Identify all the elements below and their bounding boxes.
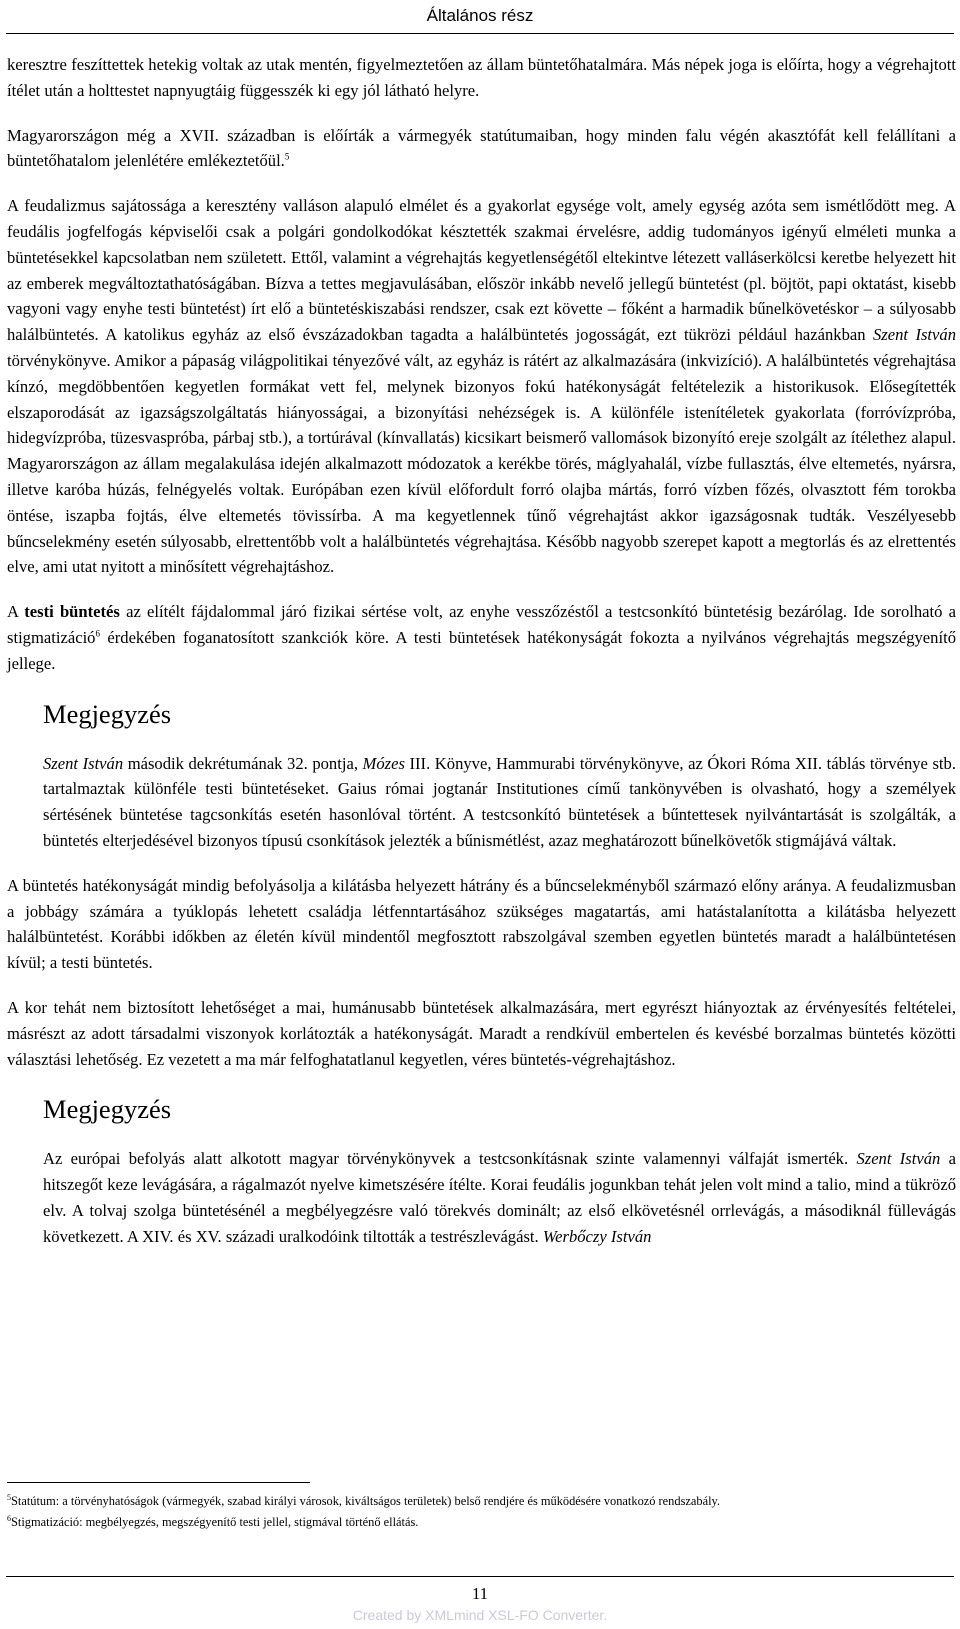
italic-name: Szent István	[43, 753, 124, 773]
footnote-ref[interactable]: 5	[284, 151, 290, 162]
paragraph	[7, 873, 956, 976]
page-number: 11	[471, 1584, 489, 1603]
paragraph-text: második dekrétumának 32. pontja,	[123, 753, 363, 773]
paragraph	[7, 599, 956, 676]
footnote-separator	[7, 1482, 310, 1483]
footnote	[7, 1491, 956, 1512]
italic-name: Werbőczy István	[542, 1226, 652, 1246]
footnote-text: Statútum: a törvényhatóságok (vármegyék, szabad királyi városok, kiváltságos területek) belső rendjére és működésére vonatkozó rendszabály.	[11, 1494, 721, 1508]
italic-name: Szent István	[873, 325, 956, 345]
footnote-text: Stigmatizáció: megbélyegzés, megszégyenítő testi jellel, stigmával történő ellátás.	[11, 1514, 419, 1529]
footnote-mark: 5	[7, 1492, 11, 1502]
italic-name: Szent István	[856, 1149, 941, 1169]
footnote	[7, 1512, 956, 1533]
creator-watermark: Created by XMLmind XSL-FO Converter.	[352, 1607, 608, 1623]
paragraph-text: az elítélt fájdalommal járó fizikai sértése volt, az enyhe vesszőzéstől a testcsonkító büntetésig bezárólag. Ide sorolható a stigmatizáció	[7, 602, 956, 647]
footer-separator	[6, 1576, 954, 1577]
paragraph-text: érdekében foganatosított szankciók köre. A testi büntetések hatékonyságát fokozta a nyilvános végrehajtás megszégyenítő jellege.	[7, 627, 956, 673]
paragraph	[7, 123, 956, 175]
paragraph-text: Az európai befolyás alatt alkotott magyar törvénykönyvek a testcsonkításnak szinte valamennyi válfaját ismerték.	[43, 1149, 857, 1169]
paragraph-text: keresztre feszíttettek hetekig voltak az utak mentén, figyelmeztetően az állam büntetőhatalmára. Más népek joga is előírta, hogy a végrehajtott ítélet után a holttestet napnyugtáig függesszék ki egy jól látható helyre.	[7, 55, 956, 100]
paragraph-text: Magyarországon még a XVII. században is előírták a vármegyék statútumaiban, hogy minden falu végén akasztófát kell felállítani a büntetőhatalom jelenlétére emlékeztetőül.	[7, 125, 956, 171]
paragraph-text: A feudalizmus sajátossága a keresztény valláson alapuló elmélet és a gyakorlat egysége volt, amely egység azóta sem ismétlődött meg. A feudális jogfelfogás képviselői csak a polgári gondolkodókat késztették szakmai érvelésre, addig tudományos igényű elméleti munka a büntetésekkel kapcsolatban nem született. Ettől, valamint a végrehajtás kegyetlenségétől eltekintve létezett valláserkölcsi keretbe helyezett hit az emberek megváltoztathatóságában. Bízva a tettes megjavulásában, először inkább nevelő jellegű büntetést (pl. böjtöt, papi oktatást, kisebb vagyoni vagy enyhe testi büntetést) írt elő a büntetéskiszabási rendszer, csak ezt követte – főként a harmadik bűnelkövetéskor – a súlyosabb halálbüntetés. A katolikus egyház az első évszázadokban tagadta a halálbüntetés jogosságát, ezt tükrözi például hazánkban	[7, 196, 956, 345]
bold-term: testi büntetés	[24, 602, 120, 622]
paragraph-text: törvénykönyve. Amikor a pápaság világpolitikai tényezővé vált, az egyház is rátért az alkalmazására (inkvizíció). A halálbüntetés végrehajtása kínzó, megdöbbentően kegyetlen formákat vett fel, melynek bizonyos fokú hatékonyságát feltételezik a historikusok. Elősegítették elszaporodását az igazságszolgáltatás hiányosságai, a bizonyítási nehézségek is. A különféle istenítéletek gyakorlata (forróvízpróba, hidegvízpróba, tüzesvaspróba, párbaj stb.), a tortúrával (kínvallatás) kicsikart beismerő vallomások bizonyító ereje szolgált az ítélethez alapul. Magyarországon az állam megalakulása idején alkalmazott módozatok a kerékbe törés, máglyahalál, vízbe fullasztás, élve eltemetés, nyársra, illetve karóba húzás, felnégyelés voltak. Európában ezen kívül előfordult forró olajba mártás, forró vízben főzés, olvasztott fém torokba öntése, iszapba fojtás, élve eltemetés tövissírba. A ma kegyetlennek tűnő végrehajtást akkor igazságosnak tudták. Veszélyesebb bűncselekmény esetén súlyosabb, elrettentőbb volt a halálbüntetés végrehajtása. Később nagyobb szerepet kapott a megtorlás és az elrettentés elve, ami utat nyitott a minősített végrehajtáshoz.	[7, 350, 956, 577]
note-heading: Megjegyzés	[43, 1094, 172, 1125]
note-paragraph	[43, 1146, 956, 1249]
footnote-ref[interactable]: 6	[95, 628, 100, 639]
note-paragraph	[43, 751, 956, 854]
note-heading: Megjegyzés	[43, 698, 172, 729]
header-title: Általános rész	[426, 6, 534, 25]
footnote-mark: 6	[7, 1513, 11, 1523]
paragraph-text: A büntetés hatékonyságát mindig befolyásolja a kilátásba helyezett hátrány és a bűncselekményből származó előny aránya. A feudalizmusban a jobbágy számára a tyúklopás lehetett családja létfenntartásához szükséges magatartás, ami hatástalanította a kilátásba helyezett halálbüntetést. Korábbi időkben az életén kívül mindentől megfosztott rabszolgával szemben egyetlen büntetés maradt a halálbüntetésen kívül; a testi büntetés.	[7, 875, 956, 973]
paragraph-text: a hitszegőt keze levágására, a rágalmazót nyelve kimetszésére ítélte. Korai feudális jogunkban tehát jelen volt mind a talio, mind a tükröző elv. A tolvaj szolga büntetésénél a megbélyegzésre való törekvés dominált; az első elkövetésnél orrlevágás, a másodiknál füllevágás következett. A XIV. és XV. századi uralkodóink tiltották a testrészlevágást.	[43, 1149, 957, 1246]
paragraph	[7, 193, 956, 580]
paragraph	[7, 995, 956, 1072]
paragraph-text: A	[7, 602, 25, 622]
paragraph	[7, 52, 956, 104]
running-header	[6, 0, 954, 34]
paragraph-text: A kor tehát nem biztosított lehetőséget a mai, humánusabb büntetések alkalmazására, mert egyrészt hiányoztak az érvényesítés feltételei, másrészt az adott társadalmi viszonyok korlátozták a hatékonyságát. Maradt a rendkívül embertelen és kevésbé borzalmas büntetés közötti választási lehetőség. Ez vezetett a ma már felfoghatatlanul kegyetlen, véres büntetés-végrehajtáshoz.	[7, 997, 956, 1069]
italic-name: Mózes	[362, 753, 405, 773]
page-content	[7, 52, 956, 1268]
footnotes	[7, 1491, 956, 1532]
paragraph-text: III. Könyve, Hammurabi törvénykönyve, az Ókori Róma XII. táblás törvénye stb. tartalmaztak különféle testi büntetéseket. Gaius római jogtanár Institutiones című tankönyvében is olvasható, hogy a személyek sértésének büntetése tagcsonkítás esetén hasonlóval történt. A testcsonkító büntetések a bűntettesek nyilvántartását is szolgálták, a büntetés elterjedésével bizonyos típusú csonkítások jelezték a bűnismétlést, azaz meghatározott bűnelkövetők stigmájává váltak.	[43, 753, 956, 850]
